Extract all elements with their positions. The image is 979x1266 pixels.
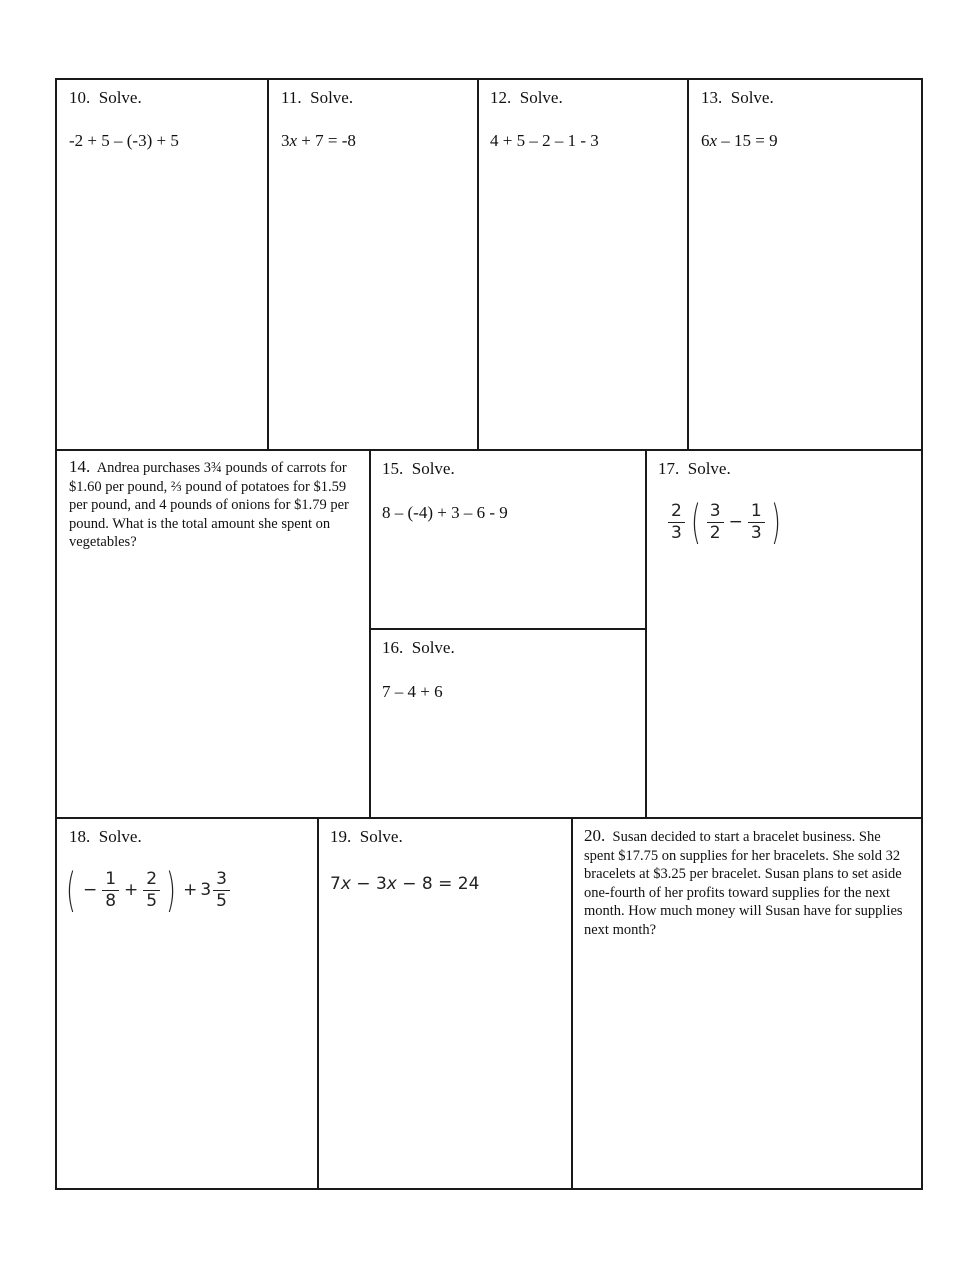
problem-11-heading: 11. Solve. xyxy=(281,88,354,107)
fraction: $\frac{1}{8}$ xyxy=(102,869,119,912)
problem-13-heading: 13. Solve. xyxy=(701,88,774,107)
problem-19-heading: 19. Solve. xyxy=(330,827,403,846)
problem-19-expression: 7 x − 3 x − 8 = 24 xyxy=(330,874,480,894)
problem-12-expression: 4 + 5 – 2 – 1 - 3 xyxy=(490,131,599,150)
problem-14-text: 14. Andrea purchases 3¾ pounds of carrots for $1.60 per pound, ⅔ pound of potatoes for $1.59 per pound, and 4 pounds of onions for $1.79 per pound. What is the total amount she spent on vegetables? xyxy=(69,457,349,551)
problem-19-box xyxy=(317,817,573,1190)
problem-10-expression: -2 + 5 – (-3) + 5 xyxy=(69,131,179,150)
fraction: $\frac{2}{5}$ xyxy=(143,869,160,912)
problem-12-heading: 12. Solve. xyxy=(490,88,563,107)
fraction: $\frac{1}{3}$ xyxy=(748,501,765,544)
problem-17-heading: 17. Solve. xyxy=(658,459,731,478)
problem-18-expression: ( − $\frac{1}{8}$ + $\frac{2}{5}$ ) + 3 $\frac{3}{5}$ xyxy=(62,867,232,913)
problem-16-expression: 7 – 4 + 6 xyxy=(382,682,443,701)
problem-16-heading: 16. Solve. xyxy=(382,638,455,657)
problem-13-expression: 6x – 15 = 9 xyxy=(701,131,778,150)
problem-17-expression: $\frac{2}{3}$ ( $\frac{3}{2}$ − $\frac{1}{3}$ ) xyxy=(666,499,785,545)
problem-20-text: 20. Susan decided to start a bracelet business. She spent $17.75 on supplies for her bracelets. She sold 32 bracelets at $3.25 per bracelet. Susan plans to set aside one-fourth of her profits toward supplies for the next month. How much money will Susan have for supplies next month? xyxy=(584,826,903,938)
problem-18-heading: 18. Solve. xyxy=(69,827,142,846)
problem-15-heading: 15. Solve. xyxy=(382,459,455,478)
fraction: $\frac{2}{3}$ xyxy=(668,501,685,544)
problem-15-expression: 8 – (-4) + 3 – 6 - 9 xyxy=(382,503,508,522)
problem-10-heading: 10. Solve. xyxy=(69,88,142,107)
problem-11-expression: 3x + 7 = -8 xyxy=(281,131,356,150)
fraction: $\frac{3}{5}$ xyxy=(213,869,230,912)
fraction: $\frac{3}{2}$ xyxy=(707,501,724,544)
